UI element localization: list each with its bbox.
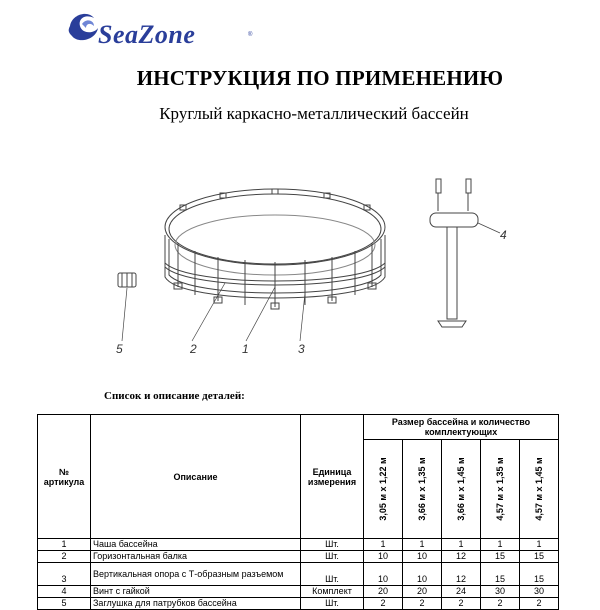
header-size-1: 3,05 м х 1,22 м [364, 440, 403, 539]
plug-part [118, 273, 136, 287]
registered-mark: ® [248, 32, 253, 38]
page-subtitle: Круглый каркасно-металлический бассейн [159, 104, 469, 123]
header-sizes-group: Размер бассейна и количество комплектующих [364, 415, 559, 440]
table-row: 3 Вертикальная опора с Т-образным разъемом Шт. 10 10 12 15 15 [38, 563, 559, 586]
pool-diagram [100, 165, 530, 365]
header-size-5: 4,57 м х 1,45 м [520, 440, 559, 539]
table-row: 4 Винт с гайкой Комплект 20 20 24 30 30 [38, 586, 559, 598]
header-unit: Единица измерения [301, 415, 364, 539]
table-row: 1 Чаша бассейна Шт. 1 1 1 1 1 [38, 539, 559, 551]
page-title: ИНСТРУКЦИЯ ПО ПРИМЕНЕНИЮ [136, 66, 504, 90]
callout-1: 1 [242, 342, 249, 356]
table-row: 5 Заглушка для патрубков бассейна Шт. 2 2 2 2 2 [38, 598, 559, 610]
brand-logo [64, 8, 253, 52]
callout-3: 3 [298, 342, 305, 356]
callout-5: 5 [116, 342, 123, 356]
header-size-2: 3,66 м х 1,35 м [403, 440, 442, 539]
header-size-4: 4,57 м х 1,35 м [481, 440, 520, 539]
pool-frame [165, 189, 385, 309]
parts-list-heading: Список и описание деталей: [104, 390, 245, 402]
table-header-row [38, 415, 559, 440]
callout-2: 2 [190, 342, 197, 356]
header-description: Описание [91, 415, 301, 539]
parts-table [37, 414, 559, 610]
header-size-3: 3,66 м х 1,45 м [442, 440, 481, 539]
header-article: № артикула [38, 415, 91, 539]
table-row: 2 Горизонтальная балка Шт. 10 10 12 15 15 [38, 551, 559, 563]
t-joint-part [430, 179, 478, 327]
brand-name: SeaZone [98, 20, 196, 49]
callout-4: 4 [500, 228, 507, 242]
